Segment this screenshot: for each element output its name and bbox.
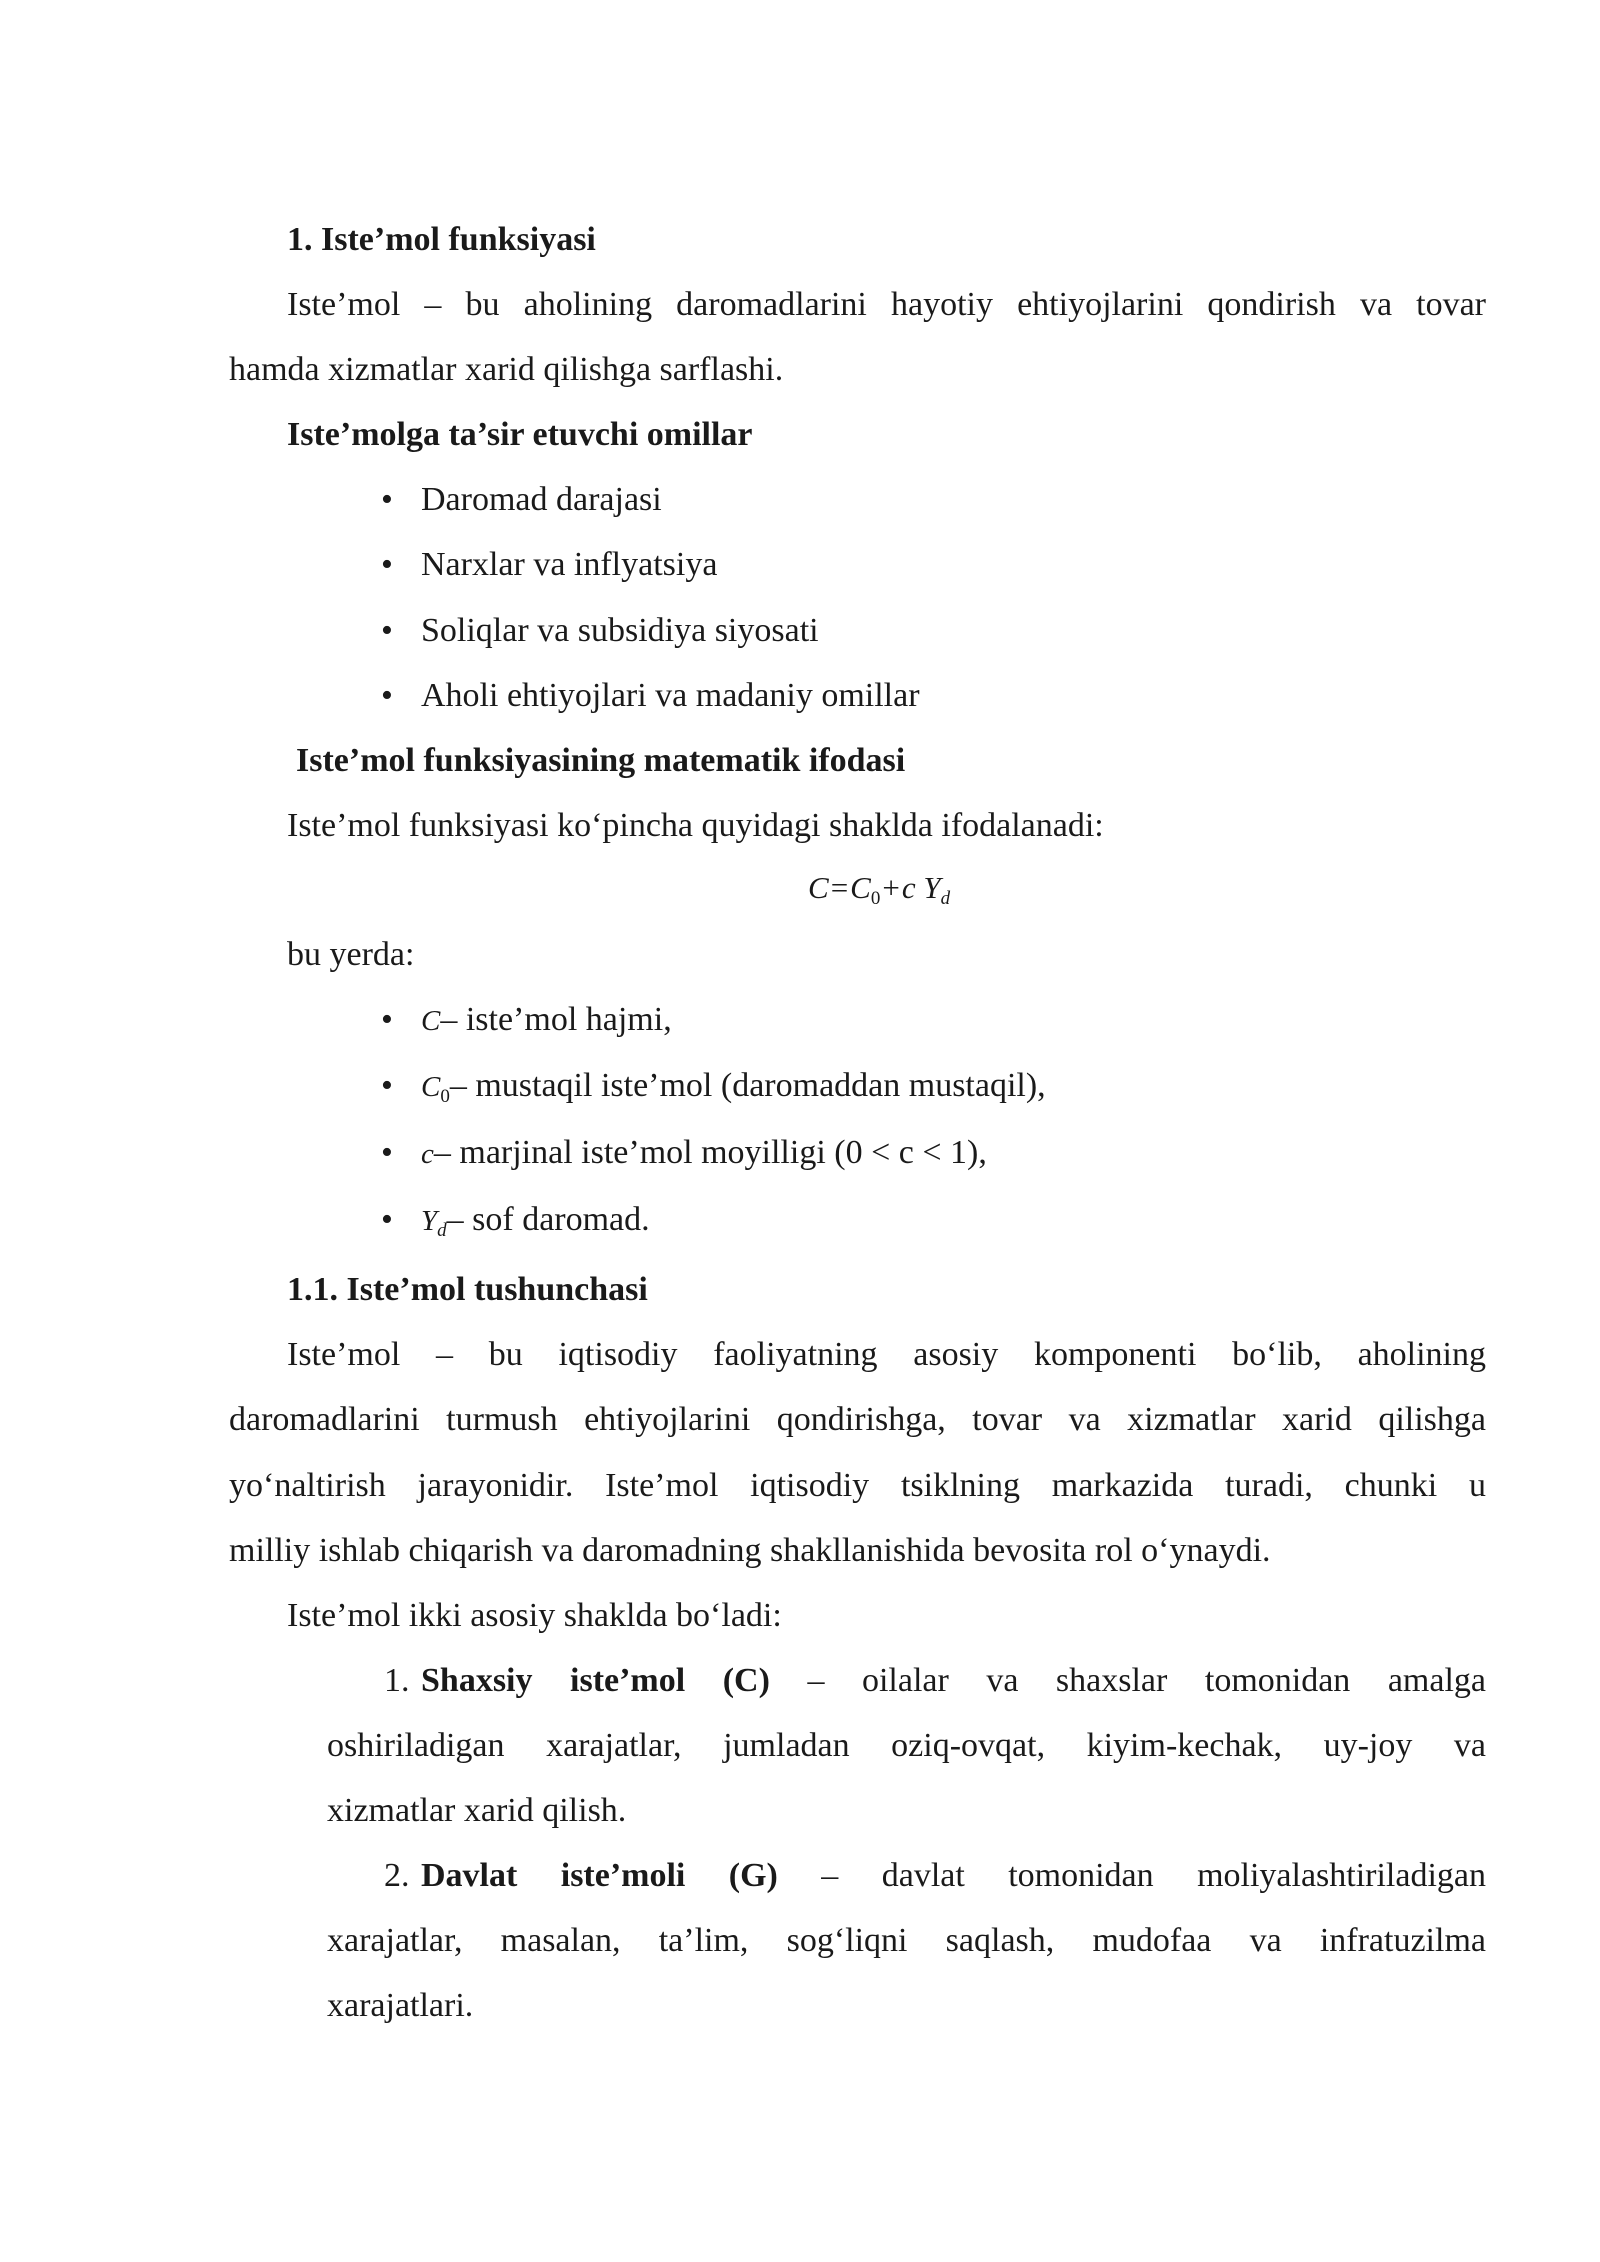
item-first-line xyxy=(421,1661,1486,1701)
bullet-icon: • xyxy=(381,1001,393,1038)
formula-symbol: c xyxy=(901,870,916,905)
term-item xyxy=(421,1133,987,1174)
paragraph-line: yo‘naltirish jarayonidir. Iste’mol iqtisodiy tsiklning markazida turadi, chunki u xyxy=(229,1467,1486,1504)
bullet-icon: • xyxy=(381,481,393,518)
definition-line: Iste’mol – bu aholining daromadlarini hayotiy ehtiyojlarini qondirish va tovar xyxy=(287,286,1486,323)
term-symbol: c xyxy=(421,1138,434,1170)
list-item: Narxlar va inflyatsiya xyxy=(421,546,718,583)
item-term: Davlat iste’moli (G) xyxy=(421,1857,778,1894)
where-label: bu yerda: xyxy=(287,936,415,973)
term-description: – mustaqil iste’mol (daromaddan mustaqil), xyxy=(449,1067,1046,1104)
formula-symbol: C xyxy=(808,870,829,905)
formula-operator: = xyxy=(830,870,849,905)
bullet-icon: • xyxy=(381,1067,393,1104)
factors-heading: Iste’molga ta’sir etuvchi omillar xyxy=(287,416,753,453)
term-item xyxy=(421,1066,1046,1117)
paragraph-line: daromadlarini turmush ehtiyojlarini qondirishga, tovar va xizmatlar xarid qilishga xyxy=(229,1401,1486,1438)
item-number: 2. xyxy=(384,1857,410,1894)
consumption-formula xyxy=(808,868,950,919)
item-term: Shaxsiy iste’mol (C) xyxy=(421,1662,770,1699)
bullet-icon: • xyxy=(381,1201,393,1238)
term-subscript: 0 xyxy=(440,1086,450,1107)
term-description: – marjinal iste’mol moyilligi (0 < c < 1), xyxy=(433,1134,987,1171)
item-first-line xyxy=(421,1856,1486,1896)
formula-subscript: 0 xyxy=(870,888,881,909)
formula-symbol: Y xyxy=(923,870,941,905)
item-line: xizmatlar xarid qilish. xyxy=(327,1792,627,1829)
bullet-icon: • xyxy=(381,612,393,649)
term-description: – iste’mol hajmi, xyxy=(440,1001,672,1038)
term-item xyxy=(421,1200,650,1251)
item-text: – oilalar va shaxslar tomonidan amalga xyxy=(769,1662,1486,1699)
list-item: Daromad darajasi xyxy=(421,481,662,518)
term-subscript: d xyxy=(437,1220,447,1241)
item-text: – davlat tomonidan moliyalashtiriladigan xyxy=(777,1857,1487,1894)
term-symbol: C xyxy=(421,1071,441,1103)
formula-subscript: d xyxy=(940,888,951,909)
term-symbol: C xyxy=(421,1005,441,1037)
term-item xyxy=(421,1000,672,1041)
math-intro: Iste’mol funksiyasi ko‘pincha quyidagi shaklda ifodalanadi: xyxy=(287,807,1104,844)
definition-line: hamda xizmatlar xarid qilishga sarflashi. xyxy=(229,351,784,388)
item-line: xarajatlari. xyxy=(327,1987,474,2024)
bullet-icon: • xyxy=(381,546,393,583)
item-line: xarajatlar, masalan, ta’lim, sog‘liqni saqlash, mudofaa va infratuzilma xyxy=(327,1922,1486,1959)
term-symbol: Y xyxy=(421,1205,438,1237)
list-item: Aholi ehtiyojlari va madaniy omillar xyxy=(421,677,920,714)
list-item: Soliqlar va subsidiya siyosati xyxy=(421,612,819,649)
subsection-heading: 1.1. Iste’mol tushunchasi xyxy=(287,1271,648,1308)
item-number: 1. xyxy=(384,1662,410,1699)
paragraph-line: milliy ishlab chiqarish va daromadning shakllanishida bevosita rol o‘ynaydi. xyxy=(229,1532,1271,1569)
item-line: oshiriladigan xarajatlar, jumladan oziq-ovqat, kiyim-kechak, uy-joy va xyxy=(327,1727,1486,1764)
term-description: – sof daromad. xyxy=(446,1201,650,1238)
bullet-icon: • xyxy=(381,677,393,714)
section-heading: 1. Iste’mol funksiyasi xyxy=(287,221,596,258)
math-heading: Iste’mol funksiyasining matematik ifodasi xyxy=(296,742,906,779)
forms-intro: Iste’mol ikki asosiy shaklda bo‘ladi: xyxy=(287,1597,782,1634)
formula-operator: + xyxy=(882,870,900,905)
bullet-icon: • xyxy=(381,1134,393,1171)
formula-symbol: C xyxy=(850,870,871,905)
paragraph-line: Iste’mol – bu iqtisodiy faoliyatning asosiy komponenti bo‘lib, aholining xyxy=(287,1336,1486,1373)
